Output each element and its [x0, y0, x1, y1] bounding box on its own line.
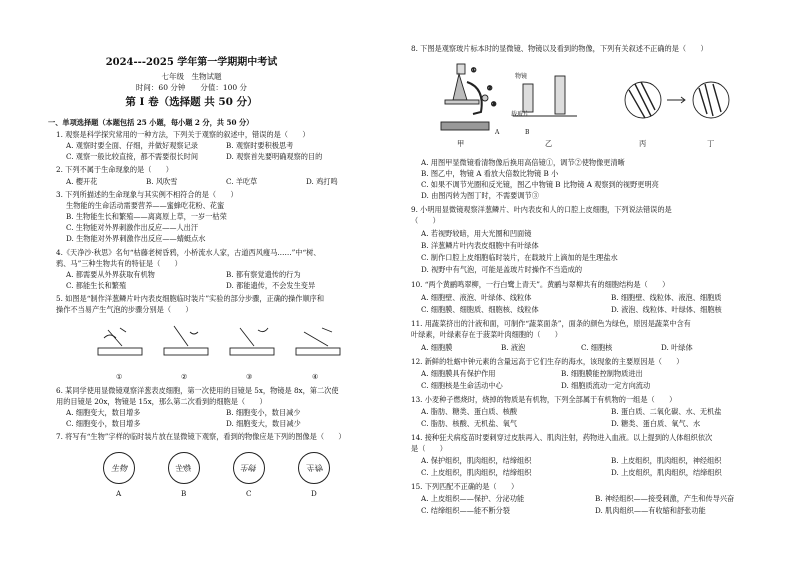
question-10-option-b[interactable]: B. 细胞壁、线粒体、液泡、细胞质: [611, 293, 722, 302]
question-4-option-c[interactable]: C. 都能生长和繁殖: [66, 281, 127, 290]
question-3-line-d[interactable]: D. 生物能对外界刺激作出反应——蜻蜓点水: [66, 234, 206, 243]
question-9-stem: 9. 小明用显微镜观察洋葱鳞片、叶内表皮和人的口腔上皮细胞，下列说法错误的是: [411, 205, 672, 214]
question-9-option-d[interactable]: D. 视野中有气泡，可能是盖玻片时操作不当造成的: [421, 265, 583, 274]
question-8-sub-a: A: [495, 129, 500, 136]
question-13-option-c[interactable]: C. 脂肪、核酸、无机盐、氧气: [421, 419, 518, 428]
question-14-option-d[interactable]: D. 上皮组织，肌肉组织，结缔组织: [611, 468, 722, 477]
question-2-option-a[interactable]: A. 樱开花: [66, 177, 98, 186]
question-10-option-a[interactable]: A. 细胞壁、液泡、叶绿体、线粒体: [421, 293, 532, 302]
svg-text:①: ①: [471, 67, 477, 74]
question-3-line-a[interactable]: 生物能的生命活动需要营养——蜜蜂吃花粉、花蜜: [66, 201, 225, 210]
question-9-option-b[interactable]: B. 洋葱鳞片叶内表皮细胞中有叶绿体: [421, 241, 539, 250]
question-13-stem: 13. 小麦种子燃烧时，烧掉的物质是有机物，下列全部属于有机物的一组是（ ）: [411, 395, 677, 404]
question-14-option-a[interactable]: A. 保护组织，肌肉组织，结缔组织: [421, 456, 532, 465]
question-2-stem: 2. 下列不属于生命现象的是（ ）: [56, 165, 173, 174]
question-9-stem-2: （ ）: [411, 216, 440, 225]
exam-subtitle: 七年级 生物试题: [161, 72, 222, 81]
question-13-option-b[interactable]: B. 蛋白质、二氧化碳、水、无机盐: [611, 407, 722, 416]
question-15-option-a[interactable]: A. 上皮组织——保护、分泌功能: [421, 494, 525, 503]
question-6-option-d[interactable]: D. 细胞变大，数目减少: [226, 419, 301, 428]
section-title: 第 I 卷（选择题 共 50 分）: [125, 96, 258, 108]
question-5-figure: [90, 320, 350, 368]
left-column: [0, 0, 383, 561]
question-15-stem: 15. 下列匹配不正确的是（ ）: [411, 482, 519, 491]
question-7-stem: 7. 将写有“生物”字样的临时装片放在显微镜下观察，看到的物像应是下列的图像是（ ）: [56, 432, 346, 441]
question-11-option-d[interactable]: D. 叶绿体: [661, 343, 693, 352]
question-7-image-d: 生物: [298, 452, 330, 484]
question-4-stem-2: 鸦、马”三种生物共有的特征是（ ）: [56, 259, 182, 268]
question-12-option-d[interactable]: D. 细胞质流动一定方向流动: [561, 381, 651, 390]
question-11-option-a[interactable]: A. 细胞膜: [421, 343, 453, 352]
question-8-label-bing: 丙: [639, 139, 647, 148]
question-6-option-c[interactable]: C. 细胞变小，数目增多: [66, 419, 141, 428]
question-11-stem-2: 叶绿素，叶绿素存在于菠菜叶肉细胞的（ ）: [411, 330, 562, 339]
question-14-option-b[interactable]: B. 上皮组织，肌肉组织，神经组织: [611, 456, 722, 465]
question-3-line-c[interactable]: C. 生物能对外界刺激作出反应——人出汗: [66, 223, 199, 232]
exam-title: 2024---2025 学年第一学期期中考试: [105, 57, 278, 68]
question-2-option-c[interactable]: C. 羊吃草: [226, 177, 258, 186]
question-8-sub-slide: 载玻片: [511, 111, 530, 118]
question-15-option-c[interactable]: C. 结缔组织——能不断分裂: [421, 506, 510, 515]
question-4-stem: 4.《天净沙·秋思》名句“枯藤老树昏鸦，小桥流水人家，古道西风瘦马……”中“树、: [56, 248, 321, 257]
question-6-option-b[interactable]: B. 细胞变小，数目减少: [226, 408, 301, 417]
question-9-option-a[interactable]: A. 若视野较暗，用大光圈和凹面镜: [421, 229, 532, 238]
question-1-stem: 1. 观察是科学探究常用的一种方法，下列关于观察的叙述中，错误的是（ ）: [56, 130, 310, 139]
question-8-option-d[interactable]: D. 由图丙转为图丁时，不需要调节③: [421, 191, 539, 200]
question-10-option-c[interactable]: C. 细胞膜、细胞质、细胞核、线粒体: [421, 305, 539, 314]
question-5-stem-2: 操作不当易产生气泡的步骤分别是（ ）: [56, 305, 193, 314]
question-13-option-d[interactable]: D. 糖类、蛋白质、氧气、水: [611, 419, 701, 428]
question-7-label-c[interactable]: C: [246, 489, 252, 498]
question-1-option-a[interactable]: A. 观察时要全面、仔细，并做好观察记录: [66, 141, 198, 150]
question-15-option-b[interactable]: B. 神经组织——接受刺激，产生和传导兴奋: [595, 494, 735, 503]
question-7-image-c: 物生: [233, 452, 265, 484]
section-instructions: 一、单项选择题（本题包括 25 小题，每小题 2 分，共 50 分）: [48, 118, 254, 127]
question-5-label-1: ①: [116, 372, 123, 381]
question-11-option-b[interactable]: B. 液泡: [501, 343, 526, 352]
question-7-image-b: 物生: [168, 452, 200, 484]
question-10-stem: 10. “两个黄鹂鸣翠柳，一行白鹭上青天”。黄鹂与翠柳共有的细胞结构是（ ）: [411, 280, 670, 289]
question-11-option-c[interactable]: C. 细胞核: [581, 343, 613, 352]
question-14-option-c[interactable]: C. 上皮组织，肌肉组织，结缔组织: [421, 468, 532, 477]
question-10-option-d[interactable]: D. 液泡、线粒体、叶绿体、细胞核: [611, 305, 722, 314]
question-8-stem: 8. 下图是观察玻片标本时的显微镜、物镜以及看到的物像，下列有关叙述不正确的是（ ）: [411, 44, 708, 53]
question-6-option-a[interactable]: A. 细胞变大，数目增多: [66, 408, 141, 417]
question-8-figure: [427, 60, 767, 142]
question-8-option-c[interactable]: C. 如果不调节光圈和反光镜，图乙中物镜 B 比物镜 A 观察到的视野更明亮: [421, 180, 659, 189]
question-8-label-ding: 丁: [707, 139, 715, 148]
question-1-option-c[interactable]: C. 观察一般比较直接，都不需要很长时间: [66, 152, 199, 161]
question-8-sub-objective: 物镜: [515, 73, 528, 80]
question-5-label-3: ③: [246, 372, 253, 381]
question-9-option-c[interactable]: C. 制作口腔上皮细胞临时装片，在载玻片上滴加的是生理盐水: [421, 253, 618, 262]
question-12-stem: 12. 新鲜的牡蛎中钟元素的含量远高于它们生存的海水，该现象的主要原因是（ ）: [411, 357, 684, 366]
question-6-stem-2: 用的目镜是 20x，物镜是 15x，那么第二次看到的细胞是（ ）: [56, 397, 267, 406]
question-12-option-a[interactable]: A. 细胞膜具有保护作用: [421, 369, 496, 378]
exam-time-score: 时间：60 分钟 分值：100 分: [135, 83, 248, 92]
question-4-option-a[interactable]: A. 都需要从外界获取有机物: [66, 270, 155, 279]
question-1-option-b[interactable]: B. 观察时要积极思考: [226, 141, 294, 150]
question-1-option-d[interactable]: D. 观察首先要明确观察的目的: [226, 152, 323, 161]
question-7-image-a: 生物: [103, 452, 135, 484]
question-7-label-d[interactable]: D: [311, 489, 317, 498]
question-15-option-d[interactable]: D. 肌肉组织——有收缩和舒张功能: [595, 506, 706, 515]
question-5-stem: 5. 如图是“制作洋葱鳞片叶内表皮细胞临时装片”实验的部分步骤，正确的操作顺序和: [56, 294, 325, 303]
question-8-label-yi: 乙: [545, 139, 553, 148]
question-2-option-d[interactable]: D. 鸡打鸣: [306, 177, 338, 186]
question-4-option-d[interactable]: D. 都能遗传，不会发生变异: [226, 281, 316, 290]
question-13-option-a[interactable]: A. 脂肪、糖类、蛋白质、核酸: [421, 407, 518, 416]
question-5-label-2: ②: [181, 372, 188, 381]
question-3-line-b[interactable]: B. 生物能生长和繁殖——离离原上草，一岁一枯荣: [66, 212, 227, 221]
question-8-sub-b: B: [525, 129, 530, 136]
question-14-stem: 14. 接种狂犬病疫苗时要刺穿过皮肤再入、肌肉注射，药物进入血液。以上提到的人体组织依次: [411, 433, 713, 442]
question-8-option-a[interactable]: A. 用图甲显微镜看清物像后换用高倍镜①，调节②使物像更清晰: [421, 158, 625, 167]
right-column: [411, 0, 794, 561]
question-8-label-jia: 甲: [457, 139, 465, 148]
question-2-option-b[interactable]: B. 风吹雪: [146, 177, 178, 186]
question-12-option-c[interactable]: C. 细胞核是生命活动中心: [421, 381, 503, 390]
svg-text:③: ③: [491, 101, 497, 108]
question-12-option-b[interactable]: B. 细胞膜能控制物质进出: [561, 369, 643, 378]
question-8-option-b[interactable]: B. 图乙中，物镜 A 看放大倍数比物镜 B 小: [421, 169, 559, 178]
question-7-label-a[interactable]: A: [116, 489, 122, 498]
svg-text:②: ②: [487, 85, 493, 92]
question-5-label-4: ④: [312, 372, 319, 381]
question-4-option-b[interactable]: B. 都有察觉遗传的行为: [226, 270, 301, 279]
question-7-label-b[interactable]: B: [181, 489, 187, 498]
question-14-stem-2: 是（ ）: [411, 444, 447, 453]
question-6-stem: 6. 某同学使用显微镜观察洋葱表皮细胞，第一次使用的目镜是 5x，物镜是 8x，第二次使: [56, 386, 339, 395]
question-11-stem: 11. 用蔬菜挤出的汁液和面，可制作“蔬菜面条”，面条的颜色为绿色，原因是蔬菜中含有: [411, 319, 691, 328]
question-3-stem: 3. 下列所描述的生命现象与其实例不相符合的是（ ）: [56, 190, 238, 199]
